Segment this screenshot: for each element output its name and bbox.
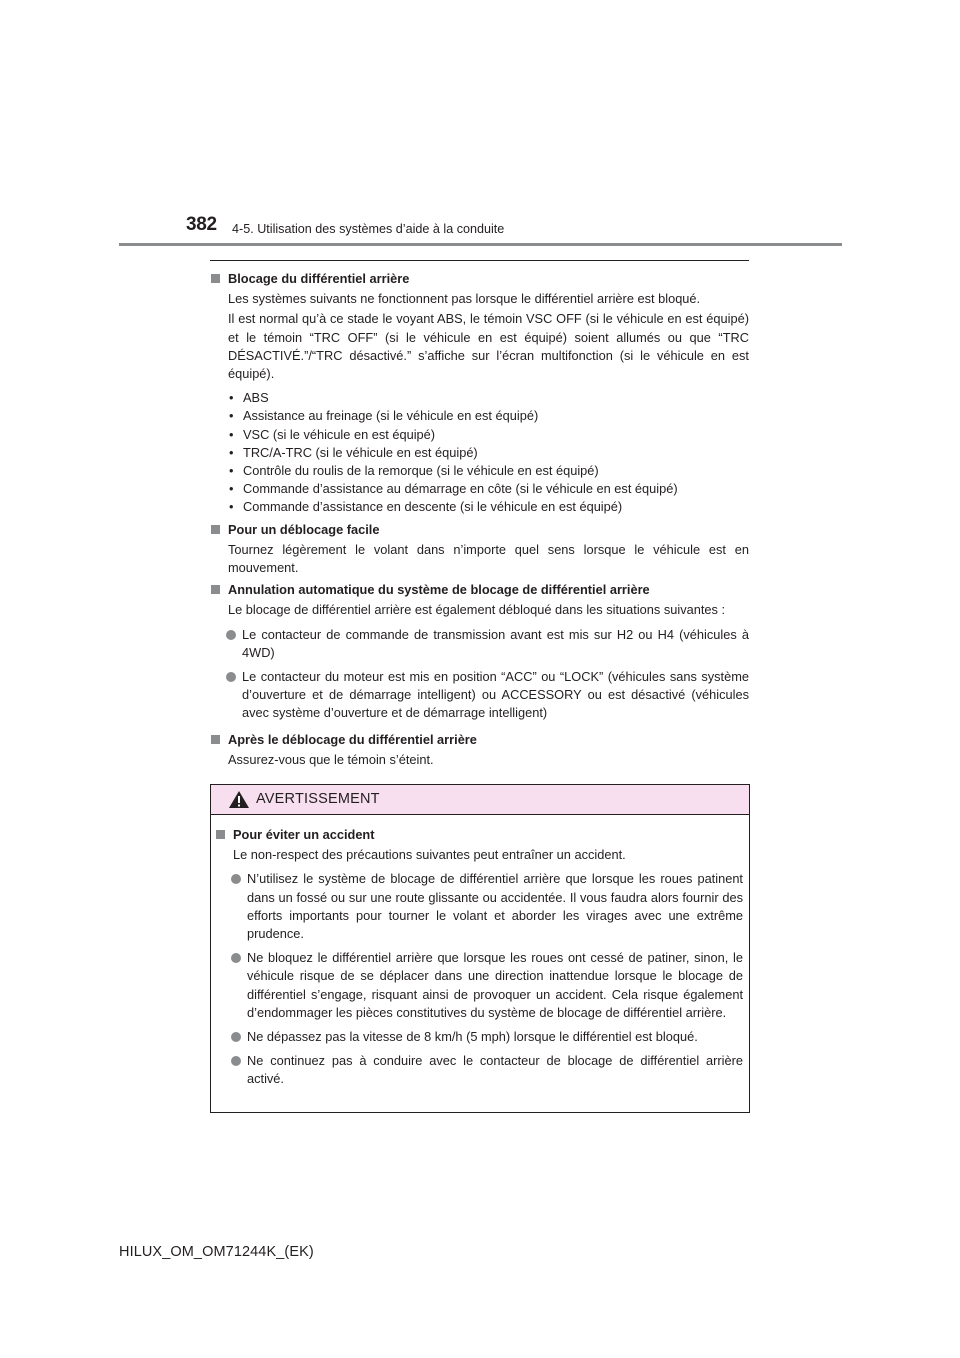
- warning-item: Ne continuez pas à conduire avec le contacteur de blocage de différentiel arrière activé.: [215, 1052, 743, 1088]
- paragraph: Les systèmes suivants ne fonctionnent pas lorsque le différentiel arrière est bloqué.: [228, 291, 701, 307]
- list-item: • Assistance au freinage (si le véhicule en est équipé): [228, 407, 749, 425]
- header-rule: [119, 243, 842, 246]
- list-item: • VSC (si le véhicule en est équipé): [228, 426, 749, 444]
- warning-item: N’utilisez le système de blocage de différentiel arrière que lorsque les roues patinent dans un fossé ou sur une route glissante ou accidentée. Il vous faudra alors fournir des efforts importants pour tourner le volant et aborder les virages avec une extrême prudence.: [215, 870, 743, 943]
- content-rule: [210, 260, 749, 261]
- disabled-systems-list: [210, 389, 749, 516]
- warning-body: [211, 815, 749, 1089]
- warning-header: [211, 785, 749, 815]
- section-heading: Pour un déblocage facile: [210, 521, 749, 539]
- list-item: Le contacteur du moteur est mis en position “ACC” ou “LOCK” (véhicules sans système d’ouverture et de démarrage intelligent) ou ACCESSORY ou est désactivé (véhicules avec système d’ouverture et de démarrage intelligent): [210, 668, 749, 723]
- list-item: • ABS: [228, 389, 749, 407]
- warning-intro: Le non-respect des précautions suivantes peut entraîner un accident.: [233, 847, 626, 863]
- paragraph: Le blocage de différentiel arrière est également débloqué dans les situations suivantes :: [228, 602, 726, 618]
- page-number: 382: [186, 214, 217, 235]
- warning-triangle-icon: [228, 790, 250, 809]
- section-heading: Blocage du différentiel arrière: [210, 270, 749, 288]
- warning-box: [210, 784, 750, 1113]
- section-after-release: [210, 731, 749, 769]
- section-easy-release: [210, 521, 749, 578]
- list-item: • Contrôle du roulis de la remorque (si le véhicule en est équipé): [228, 462, 749, 480]
- section-title: 4-5. Utilisation des systèmes d’aide à la conduite: [232, 222, 505, 236]
- section-rear-differential-lock: [210, 270, 749, 517]
- section-automatic-cancel: [210, 581, 749, 722]
- list-item: Le contacteur de commande de transmission avant est mis sur H2 ou H4 (véhicules à 4WD): [210, 626, 749, 662]
- paragraph: Assurez-vous que le témoin s’éteint.: [228, 751, 434, 767]
- section-heading: Après le déblocage du différentiel arrière: [210, 731, 749, 749]
- warning-heading: Pour éviter un accident: [215, 826, 743, 844]
- list-item: • TRC/A-TRC (si le véhicule en est équipé): [228, 444, 749, 462]
- warning-title: AVERTISSEMENT: [256, 791, 380, 807]
- section-heading: Annulation automatique du système de blocage de différentiel arrière: [210, 581, 749, 599]
- main-content: [210, 266, 749, 769]
- warning-item: Ne bloquez le différentiel arrière que lorsque les roues ont cessé de patiner, sinon, le véhicule risque de se déplacer dans une direction inattendue lorsque le blocage de différentiel s’engage, risquant ainsi de provoquer un accident. Cela risque également d’endommager les pièces constitutives du système de blocage de différentiel arrière.: [215, 949, 743, 1022]
- warning-item: Ne dépassez pas la vitesse de 8 km/h (5 mph) lorsque le différentiel est bloqué.: [215, 1028, 743, 1046]
- list-item: • Commande d’assistance en descente (si le véhicule en est équipé): [228, 498, 749, 516]
- document-code: HILUX_OM_OM71244K_(EK): [119, 1244, 314, 1260]
- list-item: • Commande d’assistance au démarrage en côte (si le véhicule en est équipé): [228, 480, 749, 498]
- paragraph: Tournez légèrement le volant dans n’importe quel sens lorsque le véhicule est en mouvement.: [228, 541, 749, 576]
- paragraph: Il est normal qu’à ce stade le voyant ABS, le témoin VSC OFF (si le véhicule en est équipé) et le témoin “TRC OFF” (si le véhicule en est équipé) soient allumés ou que “TRC DÉSACTIVÉ.”/“TRC désactivé.” s’affiche sur l’écran multifonction (si le véhicule en est équipé).: [228, 311, 749, 382]
